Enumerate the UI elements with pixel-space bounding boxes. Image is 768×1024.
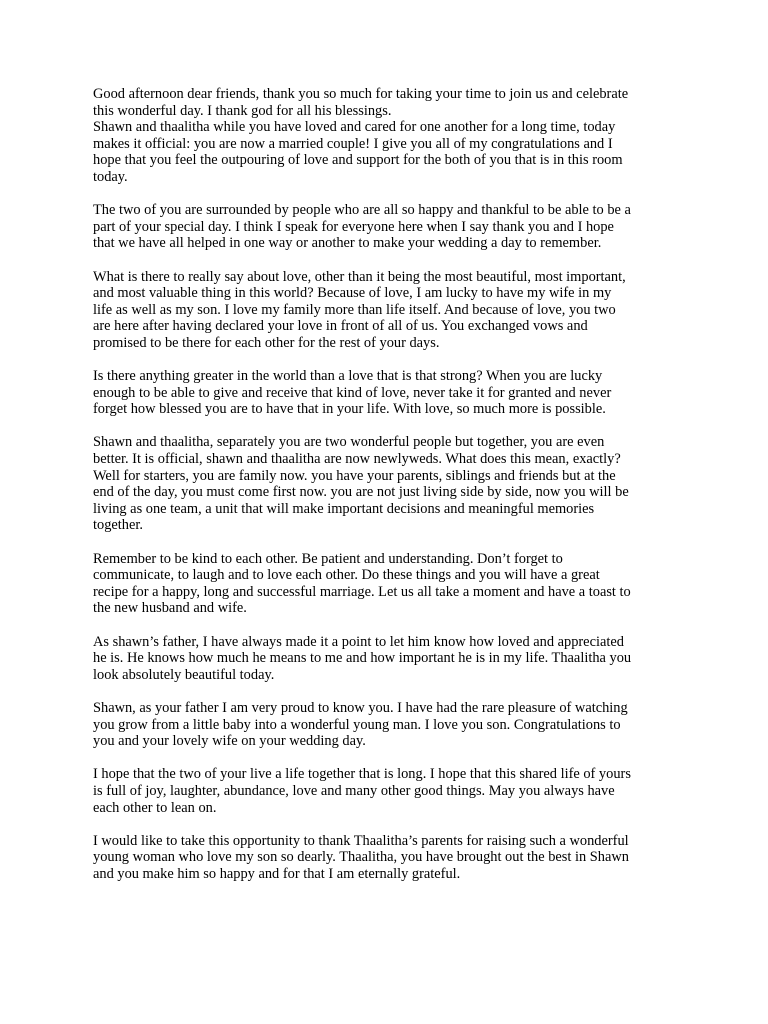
document-page — [93, 86, 679, 899]
text-line: makes it official: you are now a married couple! I give you all of my congratulations and I — [93, 135, 613, 152]
paragraph — [93, 551, 679, 617]
paragraph — [93, 368, 679, 418]
text-line: look absolutely beautiful today. — [93, 666, 275, 683]
document-body — [93, 86, 679, 883]
text-line: part of your special day. I think I speak for everyone here when I say thank you and I hope — [93, 218, 614, 235]
text-line: the new husband and wife. — [93, 600, 247, 617]
text-line: young woman who love my son so dearly. Thaalitha, you have brought out the best in Shawn — [93, 849, 629, 866]
text-line: he is. He knows how much he means to me and how important he is in my life. Thaalitha you — [93, 650, 632, 667]
text-line: forget how blessed you are to have that in your life. With love, so much more is possible. — [93, 401, 606, 418]
text-line: hope that you feel the outpouring of love and support for the both of you that is in this room — [93, 152, 623, 169]
text-line: Remember to be kind to each other. Be patient and understanding. Don’t forget to — [93, 550, 563, 567]
text-line: The two of you are surrounded by people who are all so happy and thankful to be able to be a — [93, 202, 631, 219]
text-line: Well for starters, you are family now. you have your parents, siblings and friends but at the — [93, 467, 616, 484]
text-line: recipe for a happy, long and successful marriage. Let us all take a moment and have a toast to — [93, 583, 631, 600]
paragraph — [93, 86, 679, 186]
text-line: As shawn’s father, I have always made it a point to let him know how loved and appreciated — [93, 633, 624, 650]
text-line: I would like to take this opportunity to thank Thaalitha’s parents for raising such a wonderful — [93, 832, 629, 849]
text-line: I hope that the two of your live a life together that is long. I hope that this shared life of yours — [93, 766, 631, 783]
text-line: enough to be able to give and receive that kind of love, never take it for granted and never — [93, 384, 612, 401]
text-line: Shawn, as your father I am very proud to know you. I have had the rare pleasure of watching — [93, 699, 628, 716]
text-line: communicate, to laugh and to love each other. Do these things and you will have a great — [93, 567, 600, 584]
paragraph — [93, 269, 679, 352]
text-line: life as well as my son. I love my family more than life itself. And because of love, you two — [93, 301, 616, 318]
text-line: are here after having declared your love in front of all of us. You exchanged vows and — [93, 318, 588, 335]
text-line: better. It is official, shawn and thaalitha are now newlyweds. What does this mean, exactly? — [93, 451, 621, 468]
text-line: you and your lovely wife on your wedding day. — [93, 733, 366, 750]
text-line: living as one team, a unit that will make important decisions and meaningful memories — [93, 500, 595, 517]
text-line: that we have all helped in one way or another to make your wedding a day to remember. — [93, 235, 602, 252]
paragraph — [93, 833, 679, 883]
text-line: What is there to really say about love, other than it being the most beautiful, most important, — [93, 268, 626, 285]
text-line: each other to lean on. — [93, 799, 217, 816]
paragraph — [93, 634, 679, 684]
text-line: together. — [93, 517, 143, 534]
text-line: you grow from a little baby into a wonderful young man. I love you son. Congratulations to — [93, 716, 621, 733]
paragraph — [93, 202, 679, 252]
text-line: Good afternoon dear friends, thank you so much for taking your time to join us and celebrate — [93, 86, 629, 102]
text-line: and most valuable thing in this world? Because of love, I am lucky to have my wife in my — [93, 285, 612, 302]
text-line: is full of joy, laughter, abundance, love and many other good things. May you always have — [93, 782, 615, 799]
paragraph — [93, 766, 679, 816]
paragraph — [93, 434, 679, 534]
text-line: Is there anything greater in the world than a love that is that strong? When you are lucky — [93, 368, 603, 385]
text-line: Shawn and thaalitha while you have loved and cared for one another for a long time, today — [93, 119, 616, 136]
text-line: and you make him so happy and for that I am eternally grateful. — [93, 865, 461, 882]
text-line: end of the day, you must come first now. you are not just living side by side, now you will be — [93, 484, 629, 501]
text-line: today. — [93, 168, 128, 185]
text-line: this wonderful day. I thank god for all his blessings. — [93, 102, 392, 119]
text-line: Shawn and thaalitha, separately you are two wonderful people but together, you are even — [93, 434, 605, 451]
text-line: promised to be there for each other for the rest of your days. — [93, 334, 440, 351]
paragraph — [93, 700, 679, 750]
